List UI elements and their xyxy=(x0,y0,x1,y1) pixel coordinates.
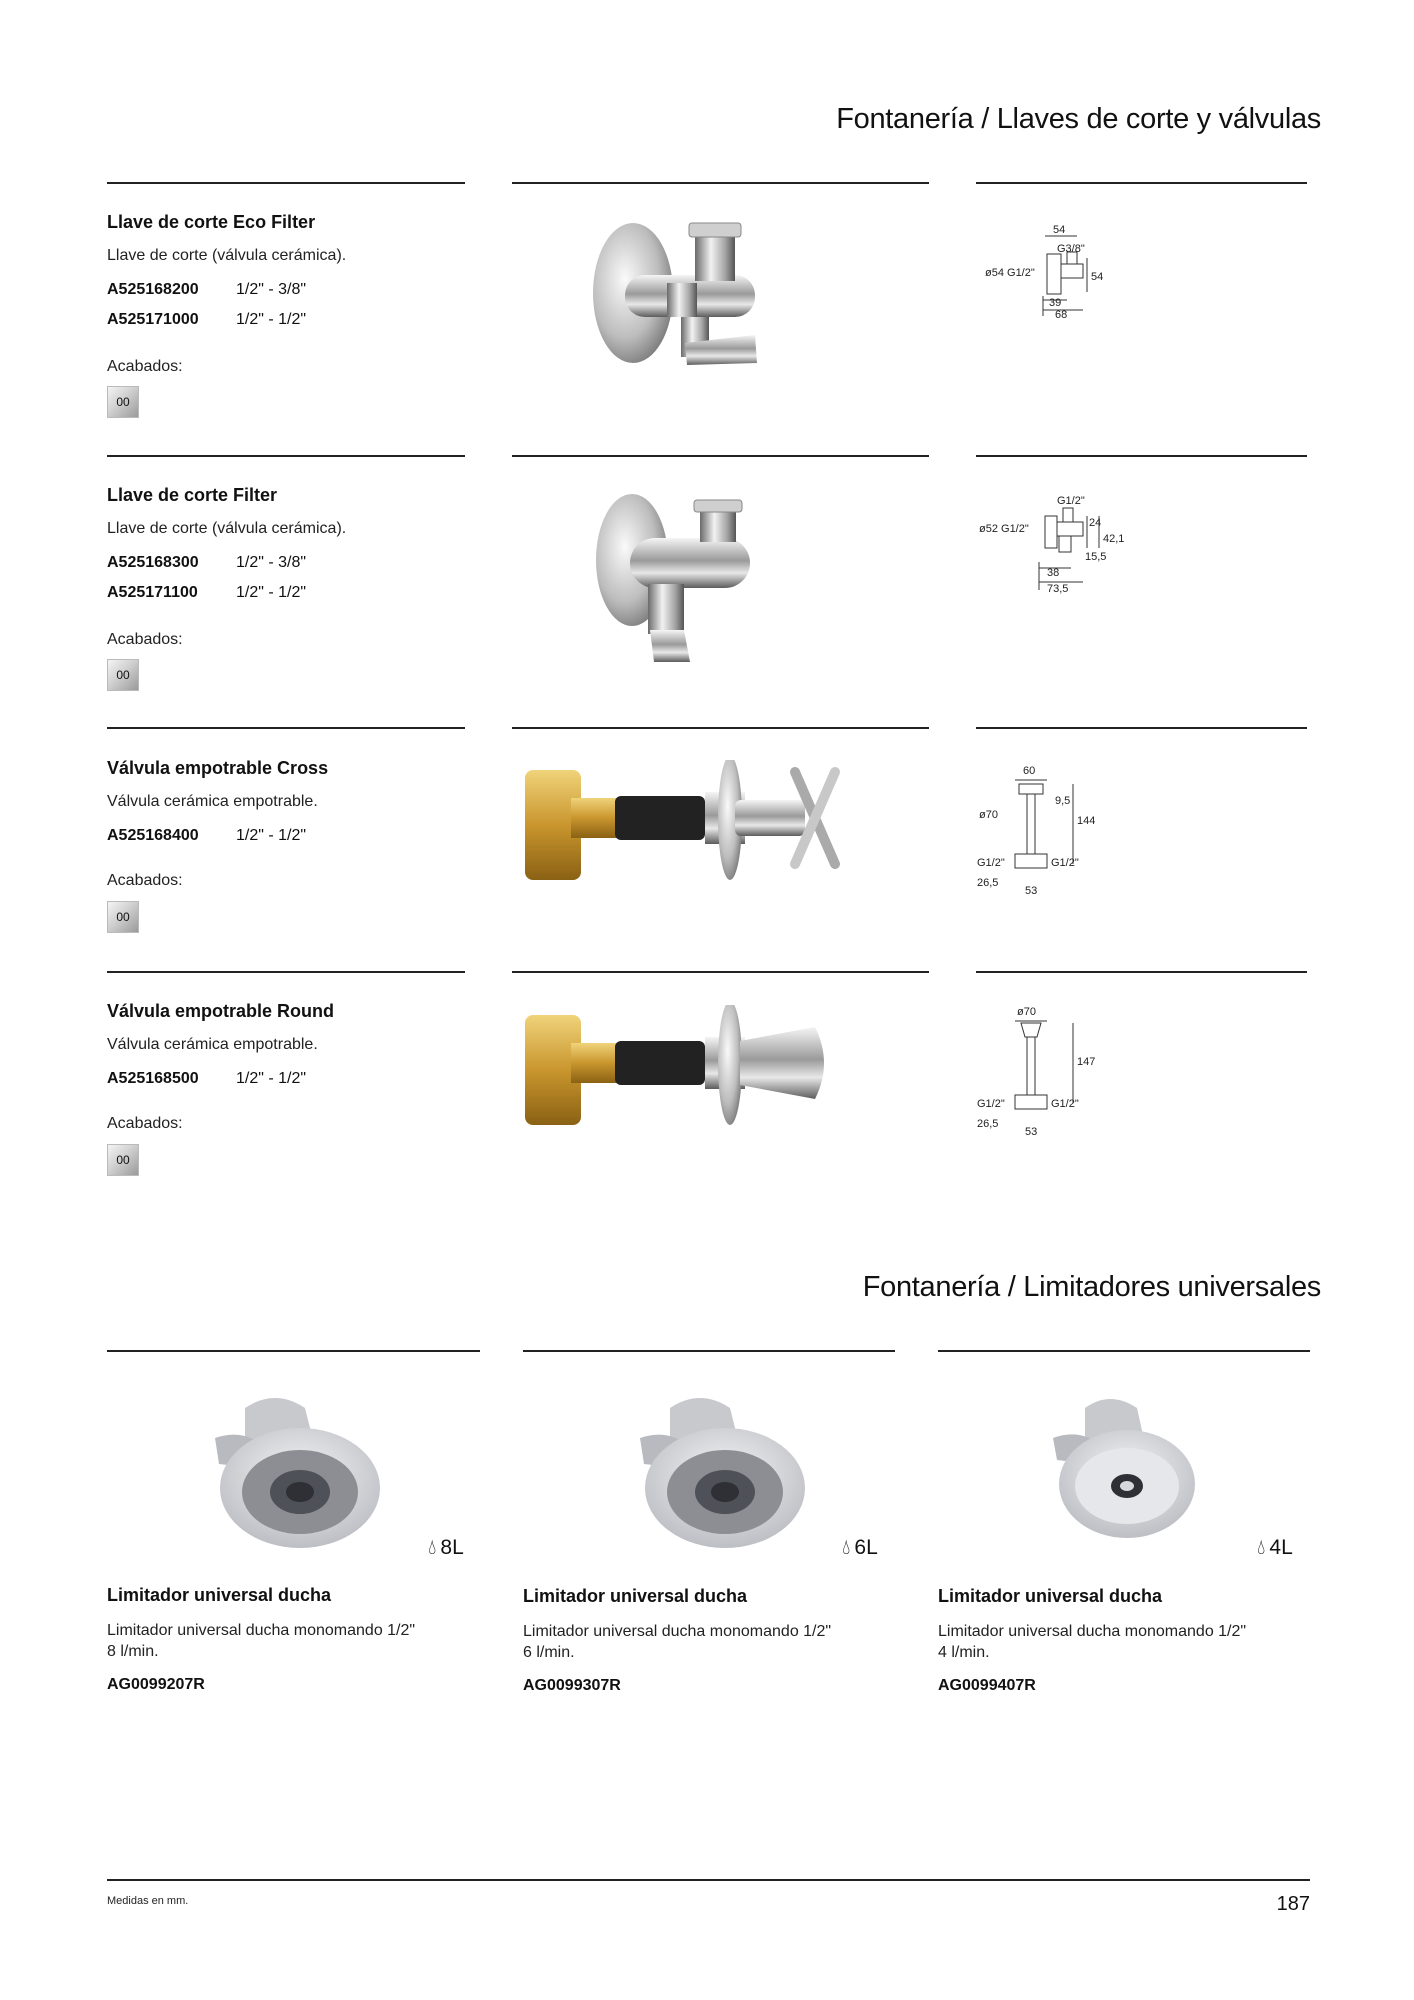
technical-drawing xyxy=(975,222,1125,322)
flow-rate: 8L xyxy=(440,1536,464,1559)
water-drop-icon: 💧︎ xyxy=(428,1536,437,1559)
section-title-valves: Fontanería / Llaves de corte y válvulas xyxy=(836,103,1321,135)
dim-label: G1/2" xyxy=(1051,1098,1079,1110)
limiter-title: Limitador universal ducha xyxy=(107,1585,332,1605)
dim-label: 38 xyxy=(1047,567,1060,579)
dim-label: ø52 G1/2" xyxy=(979,523,1029,535)
product-code: A525171000 xyxy=(107,311,199,328)
product-image-round xyxy=(515,1005,845,1135)
divider xyxy=(107,1350,480,1352)
divider xyxy=(938,1350,1310,1352)
divider xyxy=(512,455,929,457)
dim-label: G1/2" xyxy=(977,857,1005,869)
dim-label: ø54 G1/2" xyxy=(985,267,1035,279)
flow-rate-badge xyxy=(842,1536,878,1560)
flow-rate: 6L xyxy=(854,1536,878,1559)
dim-label: G3/8" xyxy=(1057,243,1085,255)
limiter-image-6l xyxy=(630,1388,810,1558)
dim-label: 53 xyxy=(1025,885,1038,897)
dim-label: 26,5 xyxy=(977,1118,999,1130)
flow-rate-badge xyxy=(428,1536,464,1560)
product-code: A525171100 xyxy=(107,584,198,601)
dim-label: 26,5 xyxy=(977,877,999,889)
divider xyxy=(976,455,1307,457)
product-description: Llave de corte (válvula cerámica). xyxy=(107,520,347,537)
divider xyxy=(976,182,1307,184)
limiter-desc-line: 6 l/min. xyxy=(523,1644,575,1661)
dim-label: 24 xyxy=(1089,517,1102,529)
technical-drawing xyxy=(975,488,1135,598)
dim-label: 73,5 xyxy=(1047,583,1069,595)
divider xyxy=(107,455,465,457)
product-size: 1/2" - 1/2" xyxy=(236,827,307,844)
finish-swatch-chrome[interactable]: 00 xyxy=(107,901,139,933)
divider xyxy=(107,182,465,184)
limiter-title: Limitador universal ducha xyxy=(938,1586,1163,1606)
product-code: A525168300 xyxy=(107,554,199,571)
product-image-filter xyxy=(590,490,770,670)
divider xyxy=(512,182,929,184)
limiter-desc-line: 4 l/min. xyxy=(938,1644,990,1661)
limiter-desc-line: Limitador universal ducha monomando 1/2" xyxy=(523,1623,832,1640)
dim-label: 68 xyxy=(1055,309,1068,321)
dim-label: 54 xyxy=(1053,224,1066,236)
dim-label: 53 xyxy=(1025,1126,1038,1138)
dim-label: 42,1 xyxy=(1103,533,1125,545)
product-image-eco-filter xyxy=(585,213,775,403)
dim-label: 144 xyxy=(1077,815,1096,827)
product-size: 1/2" - 1/2" xyxy=(236,584,307,601)
product-title: Válvula empotrable Cross xyxy=(107,758,329,778)
limiter-code: AG0099207R xyxy=(107,1676,205,1693)
divider xyxy=(523,1350,895,1352)
product-size: 1/2" - 3/8" xyxy=(236,554,307,571)
finishes-label: Acabados: xyxy=(107,872,183,889)
product-title: Válvula empotrable Round xyxy=(107,1001,335,1021)
limiter-code: AG0099307R xyxy=(523,1677,621,1694)
product-description: Llave de corte (válvula cerámica). xyxy=(107,247,347,264)
limiter-desc-line: Limitador universal ducha monomando 1/2" xyxy=(107,1622,416,1639)
product-title: Llave de corte Filter xyxy=(107,485,278,505)
limiter-desc-line: 8 l/min. xyxy=(107,1643,159,1660)
water-drop-icon: 💧︎ xyxy=(1257,1536,1266,1559)
finish-swatch-chrome[interactable]: 00 xyxy=(107,386,139,418)
limiter-description xyxy=(523,1621,883,1663)
divider xyxy=(976,727,1307,729)
footer-divider xyxy=(107,1879,1310,1881)
finishes-label: Acabados: xyxy=(107,631,183,648)
dim-label: 60 xyxy=(1023,765,1036,777)
finish-swatch-chrome[interactable]: 00 xyxy=(107,1144,139,1176)
finish-swatch-chrome[interactable]: 00 xyxy=(107,659,139,691)
page-number: 187 xyxy=(1276,1893,1310,1915)
divider xyxy=(107,727,465,729)
dim-label: 54 xyxy=(1091,271,1104,283)
limiter-image-4l xyxy=(1045,1388,1205,1548)
product-code: A525168400 xyxy=(107,827,199,844)
divider xyxy=(512,727,929,729)
divider xyxy=(512,971,929,973)
product-code: A525168500 xyxy=(107,1070,199,1087)
product-description: Válvula cerámica empotrable. xyxy=(107,793,318,810)
dim-label: ø70 xyxy=(1017,1006,1036,1018)
footnote: Medidas en mm. xyxy=(107,1895,189,1907)
dim-label: G1/2" xyxy=(1051,857,1079,869)
product-size: 1/2" - 3/8" xyxy=(236,281,307,298)
product-code: A525168200 xyxy=(107,281,199,298)
limiter-title: Limitador universal ducha xyxy=(523,1586,748,1606)
dim-label: 9,5 xyxy=(1055,795,1071,807)
dim-label: G1/2" xyxy=(977,1098,1005,1110)
product-size: 1/2" - 1/2" xyxy=(236,311,307,328)
dim-label: G1/2" xyxy=(1057,495,1085,507)
divider xyxy=(107,971,465,973)
dim-label: 147 xyxy=(1077,1056,1096,1068)
flow-rate: 4L xyxy=(1269,1536,1293,1559)
product-image-cross xyxy=(515,760,845,890)
section-title-limiters: Fontanería / Limitadores universales xyxy=(862,1271,1321,1303)
product-size: 1/2" - 1/2" xyxy=(236,1070,307,1087)
limiter-description xyxy=(107,1620,467,1662)
product-title: Llave de corte Eco Filter xyxy=(107,212,316,232)
dim-label: ø70 xyxy=(979,809,998,821)
finishes-label: Acabados: xyxy=(107,1115,183,1132)
technical-drawing xyxy=(975,1003,1125,1138)
limiter-code: AG0099407R xyxy=(938,1677,1036,1694)
water-drop-icon: 💧︎ xyxy=(842,1536,851,1559)
product-description: Válvula cerámica empotrable. xyxy=(107,1036,318,1053)
limiter-desc-line: Limitador universal ducha monomando 1/2" xyxy=(938,1623,1247,1640)
limiter-description xyxy=(938,1621,1298,1663)
divider xyxy=(976,971,1307,973)
limiter-image-8l xyxy=(205,1388,385,1558)
finishes-label: Acabados: xyxy=(107,358,183,375)
dim-label: 39 xyxy=(1049,297,1062,309)
technical-drawing xyxy=(975,762,1125,897)
dim-label: 15,5 xyxy=(1085,551,1107,563)
flow-rate-badge xyxy=(1257,1536,1293,1560)
